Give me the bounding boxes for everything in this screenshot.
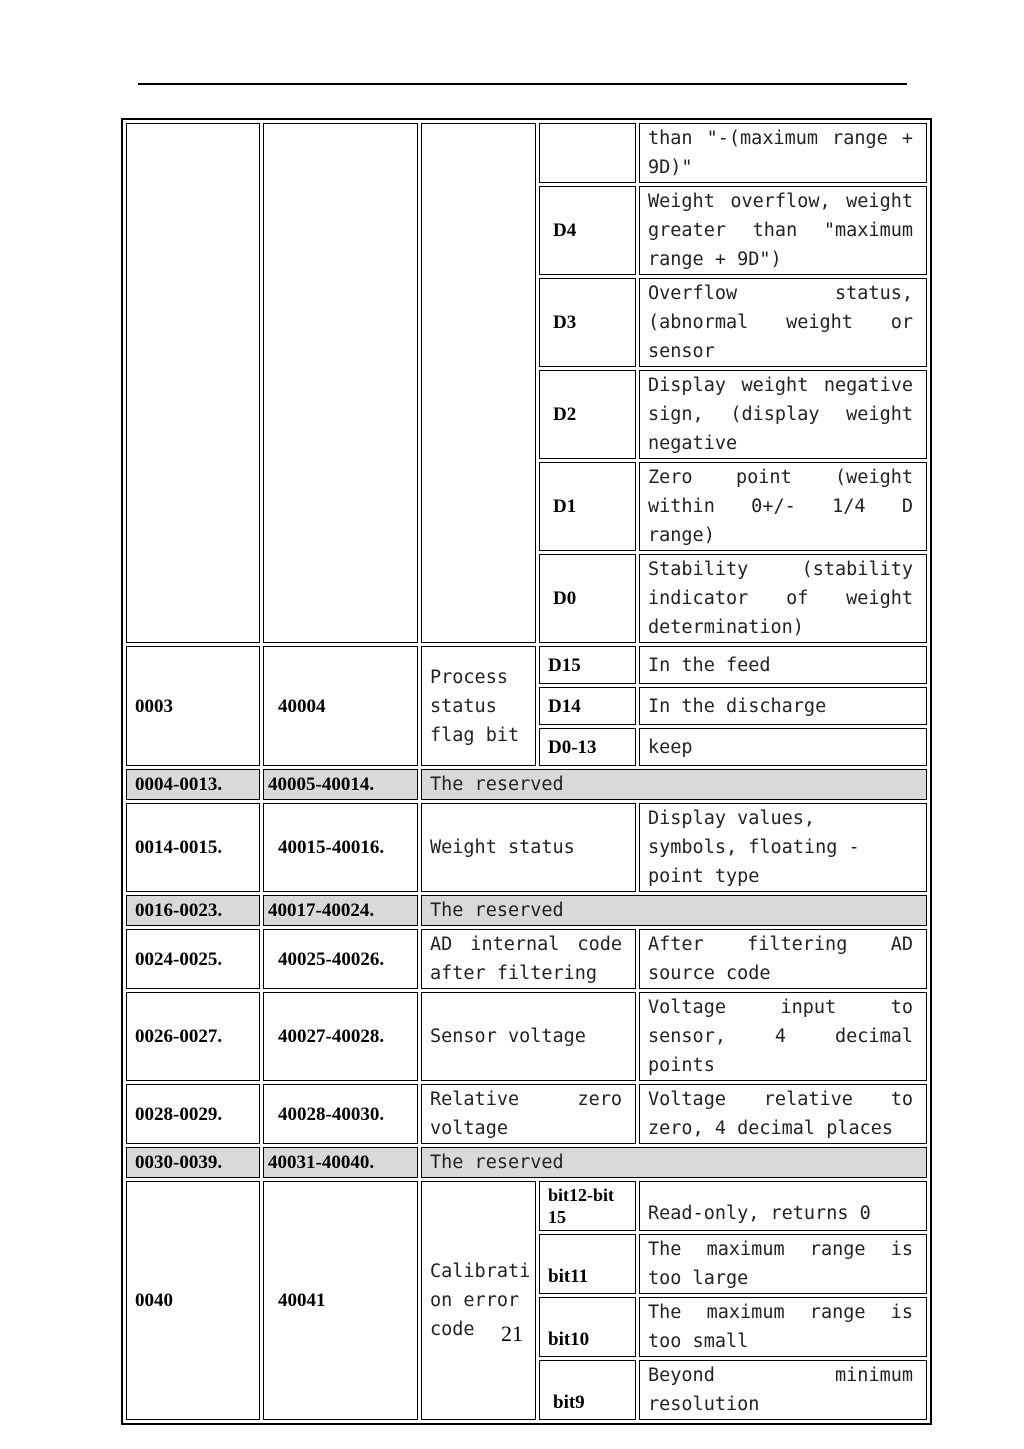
- description-cell: keep: [639, 728, 927, 766]
- reserved-cell: The reserved: [421, 1147, 927, 1178]
- table-row: [126, 895, 927, 926]
- bit-cell: D1: [539, 462, 636, 551]
- name-cell: Weight status: [421, 803, 636, 892]
- register-cell: 40031-40040.: [263, 1147, 418, 1178]
- description-cell: Read-only, returns 0: [639, 1181, 927, 1231]
- table-row: [126, 769, 927, 800]
- table-row: [126, 123, 927, 183]
- bit-cell: D14: [539, 687, 636, 725]
- address-cell: 0004-0013.: [126, 769, 260, 800]
- table-row: [126, 929, 927, 989]
- register-cell: 40015-40016.: [263, 803, 418, 892]
- register-table: [121, 118, 932, 1425]
- address-cell: 0040: [126, 1181, 260, 1420]
- table-row: [126, 1147, 927, 1178]
- description-cell: The maximum range is too small: [639, 1297, 927, 1357]
- page-number: 21: [501, 1321, 523, 1346]
- register-cell: 40041: [263, 1181, 418, 1420]
- register-cell: 40004: [263, 646, 418, 766]
- bit-cell: bit11: [539, 1234, 636, 1294]
- empty-cell: [421, 123, 536, 643]
- table-row: [126, 992, 927, 1081]
- bit-cell: bit12-bit 15: [539, 1181, 636, 1231]
- register-cell: 40005-40014.: [263, 769, 418, 800]
- address-cell: 0014-0015.: [126, 803, 260, 892]
- description-cell: After filtering AD source code: [639, 929, 927, 989]
- bit-cell: bit9: [539, 1360, 636, 1420]
- description-cell: In the discharge: [639, 687, 927, 725]
- table-row: [126, 646, 927, 684]
- description-cell: In the feed: [639, 646, 927, 684]
- address-cell: 0016-0023.: [126, 895, 260, 926]
- description-cell: Zero point (weight within 0+/- 1/4 D range): [639, 462, 927, 551]
- register-cell: 40027-40028.: [263, 992, 418, 1081]
- address-cell: 0028-0029.: [126, 1084, 260, 1144]
- bit-cell: D0-13: [539, 728, 636, 766]
- bit-cell: D15: [539, 646, 636, 684]
- description-cell: Weight overflow, weight greater than "maximum range + 9D"): [639, 186, 927, 275]
- address-cell: 0030-0039.: [126, 1147, 260, 1178]
- description-cell: Voltage relative to zero, 4 decimal places: [639, 1084, 927, 1144]
- bit-cell: D0: [539, 554, 636, 643]
- bit-cell: D4: [539, 186, 636, 275]
- description-cell: Display weight negative sign, (display weight negative: [639, 370, 927, 459]
- description-cell: Voltage input to sensor, 4 decimal points: [639, 992, 927, 1081]
- name-cell: AD internal code after filtering: [421, 929, 636, 989]
- address-cell: 0024-0025.: [126, 929, 260, 989]
- reserved-cell: The reserved: [421, 769, 927, 800]
- name-cell: Sensor voltage: [421, 992, 636, 1081]
- name-cell: Relative zero voltage: [421, 1084, 636, 1144]
- register-cell: 40025-40026.: [263, 929, 418, 989]
- bit-cell: D3: [539, 278, 636, 367]
- bit-cell: bit10: [539, 1297, 636, 1357]
- name-cell: Process status flag bit: [421, 646, 536, 766]
- table-row: [126, 1181, 927, 1231]
- description-cell: Beyond minimum resolution: [639, 1360, 927, 1420]
- empty-cell: [539, 123, 636, 183]
- address-cell: 0026-0027.: [126, 992, 260, 1081]
- table-row: [126, 803, 927, 892]
- address-cell: 0003: [126, 646, 260, 766]
- reserved-cell: The reserved: [421, 895, 927, 926]
- description-cell: The maximum range is too large: [639, 1234, 927, 1294]
- description-cell: Display values, symbols, floating - point type: [639, 803, 927, 892]
- register-cell: 40028-40030.: [263, 1084, 418, 1144]
- header-rule: [138, 83, 907, 85]
- bit-cell: D2: [539, 370, 636, 459]
- description-cell: Overflow status, (abnormal weight or sensor: [639, 278, 927, 367]
- name-cell: Calibration error code: [421, 1181, 536, 1420]
- empty-cell: [126, 123, 260, 643]
- description-cell: Stability (stability indicator of weight determination): [639, 554, 927, 643]
- description-cell: than "-(maximum range + 9D)": [639, 123, 927, 183]
- register-cell: 40017-40024.: [263, 895, 418, 926]
- table-row: [126, 1084, 927, 1144]
- empty-cell: [263, 123, 418, 643]
